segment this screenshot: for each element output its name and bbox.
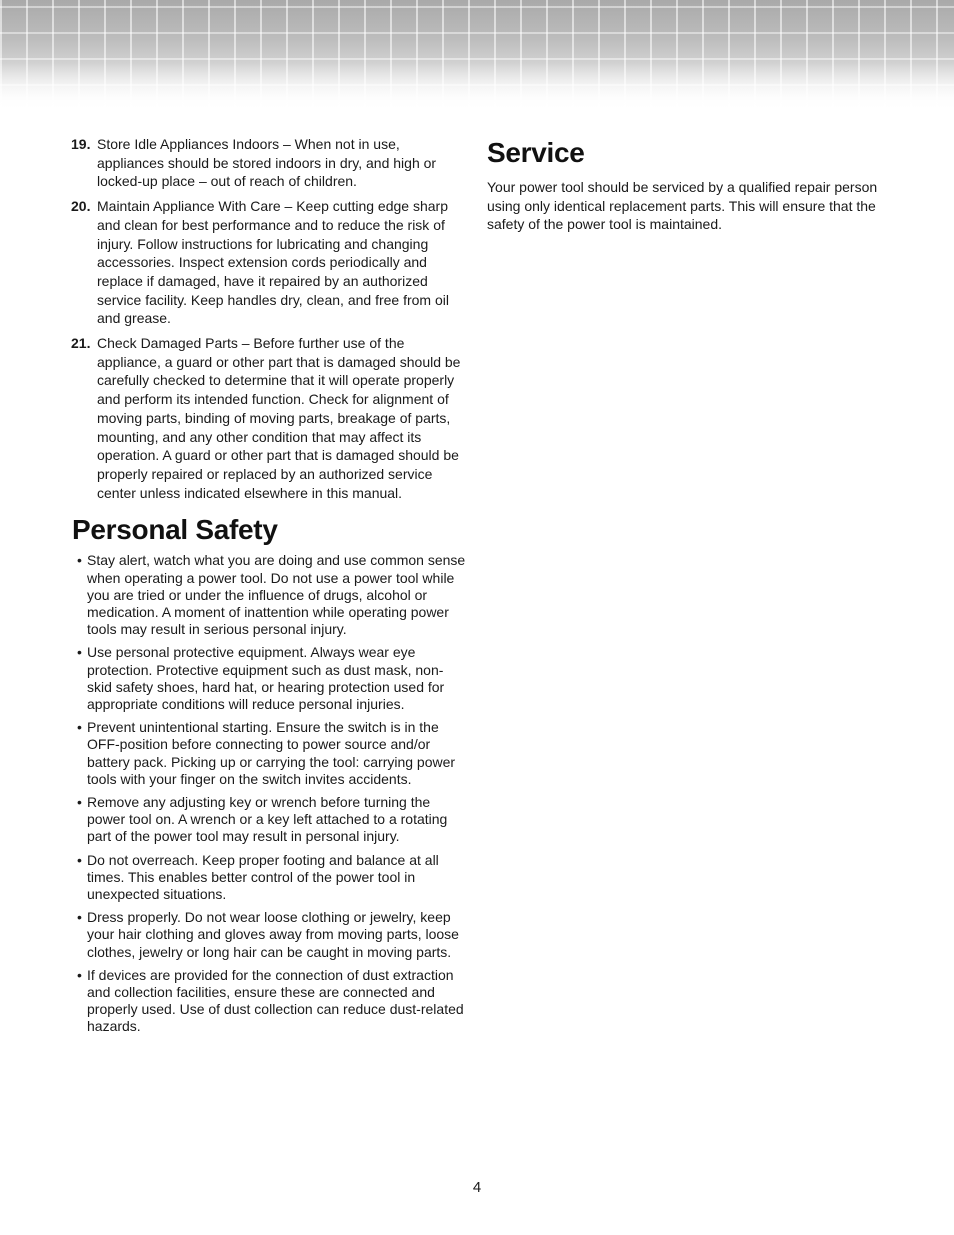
list-item (72, 794, 468, 846)
list-item-21 (72, 334, 468, 502)
item-text: Store Idle Appliances Indoors – When not in use, appliances should be stored indoors in dry, and high or locked-up place – out of reach of children. (97, 136, 437, 190)
item-number: 21. (71, 335, 91, 352)
service-heading: Service (487, 137, 585, 168)
numbered-list (72, 135, 468, 502)
bullet-text: If devices are provided for the connection of dust extraction and collection facilities, ensure these are connected and properly used. Use of dust collection can reduce dust-related hazards. (87, 966, 464, 1035)
right-column (487, 135, 887, 234)
list-item (72, 552, 468, 638)
page-number: 4 (472, 1179, 482, 1196)
list-item (72, 852, 468, 904)
list-item (72, 719, 468, 788)
bullet-text: Stay alert, watch what you are doing and use common sense when operating a power tool. Do not use a power tool while you are tried or under the influence of drugs, alcohol or medication. A moment of inattention while operating power tools may result in serious personal injury. (87, 552, 466, 638)
personal-safety-list (72, 552, 468, 1035)
list-item (72, 909, 468, 961)
item-text: Maintain Appliance With Care – Keep cutting edge sharp and clean for best performance and to reduce the risk of injury. Follow instructions for lubricating and changing accessories. Inspect extension cords periodically and replace if damaged, have it repaired by an authorized service facility. Keep handles dry, clean, and free from oil and grease. (97, 198, 449, 327)
personal-safety-heading: Personal Safety (72, 514, 278, 546)
list-item (72, 644, 468, 713)
bullet-icon: • (77, 966, 82, 983)
bullet-icon: • (77, 552, 82, 569)
list-item-20 (72, 197, 468, 328)
item-number: 20. (71, 198, 91, 215)
list-item-19 (72, 135, 468, 191)
service-body: Your power tool should be serviced by a qualified repair person using only identical replacement parts. This will ensure that the safety of the power tool is maintained. (487, 179, 878, 233)
item-number: 19. (71, 136, 91, 152)
bullet-text: Do not overreach. Keep proper footing and balance at all times. This enables better control of the power tool in unexpected situations. (87, 851, 439, 903)
header-fade (0, 62, 954, 114)
bullet-text: Remove any adjusting key or wrench before turning the power tool on. A wrench or a key left attached to a rotating part of the power tool may result in personal injury. (87, 794, 448, 845)
bullet-text: Prevent unintentional starting. Ensure the switch is in the OFF-position before connecting to power source and/or battery pack. Picking up or carrying the tool: carrying power tools with your finger on the switch invites accidents. (87, 719, 456, 787)
bullet-icon: • (77, 644, 82, 661)
bullet-icon: • (77, 719, 82, 736)
bullet-icon: • (77, 909, 82, 926)
bullet-text: Use personal protective equipment. Always wear eye protection. Protective equipment such as dust mask, non-skid safety shoes, hard hat, or hearing protection used for appropriate conditions will reduce personal injuries. (87, 644, 445, 712)
bullet-text: Dress properly. Do not wear loose clothing or jewelry, keep your hair clothing and gloves away from moving parts, loose clothes, jewelry or long hair can be caught in moving parts. (87, 909, 459, 960)
item-text: Check Damaged Parts – Before further use of the appliance, a guard or other part that is damaged should be carefully checked to determine that it will operate properly and perform its intended function. Check for alignment of moving parts, binding of moving parts, breakage of parts, mounting, and any other condition that may affect its operation. A guard or other part that is damaged should be properly repaired or replaced by an authorized service center unless indicated elsewhere in this manual. (97, 335, 461, 501)
left-column (72, 135, 468, 1042)
bullet-icon: • (77, 794, 82, 810)
list-item (72, 967, 468, 1036)
bullet-icon: • (77, 851, 82, 868)
